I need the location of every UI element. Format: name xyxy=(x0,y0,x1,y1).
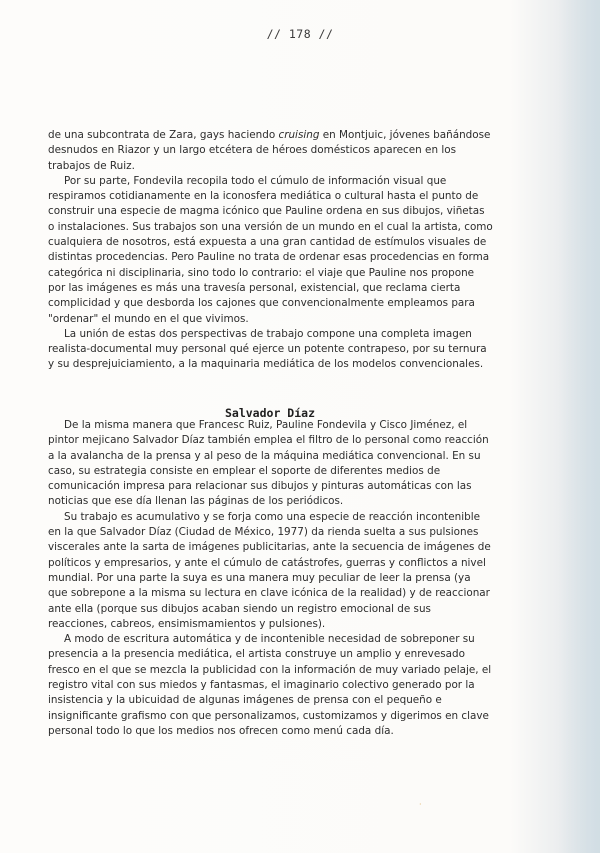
paragraph-continuation: de una subcontrata de Zara, gays haciendo cruising en Montjuic, jóvenes bañándose desnudos en Riazor y un largo etcétera de héroes domésticos aparecen en los trabajos de Ruiz. xyxy=(48,129,491,172)
section-text-block xyxy=(48,418,493,739)
section-heading: Salvador Díaz xyxy=(224,406,315,420)
page-edge-shadow xyxy=(558,0,600,853)
paragraph-diaz-intro: De la misma manera que Francesc Ruiz, Pauline Fondevila y Cisco Jiménez, el pintor mejicano Salvador Díaz también emplea el filtro de lo personal como reacción a la avalancha de la prensa y al peso de la máquina mediática convencional. En su caso, su estrategia consiste en emplear el soporte de diferentes medios de comunicación impresa para relacionar sus dibujos y pinturas automáticas con las noticias que ese día llenan las páginas de los periódicos. xyxy=(48,419,489,508)
page-number: // 178 // xyxy=(266,27,334,41)
italic-term: cruising xyxy=(278,129,320,141)
paragraph-diaz-work: Su trabajo es acumulativo y se forja como una especie de reacción incontenible en la que Salvador Díaz (Ciudad de México, 1977) da rienda suelta a sus pulsiones viscerales ante la sarta de imágenes publicitarias, ante la secuencia de imágenes de políticos y empresarios, y ante el cúmulo de catástrofes, guerras y conflictos a nivel mundial. Por una parte la suya es una manera muy peculiar de leer la prensa (ya que sobrepone a la misma su lectura en clave icónica de la realidad) y de reaccionar ante ella (porque sus dibujos acaban siendo un registro emocional de sus reacciones, cabreos, ensimismamientos y pulsiones). xyxy=(48,510,491,630)
body-text-block xyxy=(48,128,493,373)
paper-speck: · xyxy=(419,800,422,809)
paragraph-fondevila: Por su parte, Fondevila recopila todo el cúmulo de información visual que respiramos cotidianamente en la iconosfera mediática o cultural hasta el punto de construir una especie de magma icónico que Pauline ordena en sus dibujos, viñetas o instalaciones. Sus trabajos son una versión de un mundo en el cual la artista, como cualquiera de nosotros, está expuesta a una gran cantidad de estímulos visuales de distintas procedencias. Pero Pauline no trata de ordenar esas procedencias en forma categórica ni disciplinaria, sino todo lo contrario: el viaje que Pauline nos propone por las imágenes es más una travesía personal, existencial, que reclama cierta complicidad y que desborda los cajones que convencionalmente empleamos para "ordenar" el mundo en el que vivimos. xyxy=(48,174,493,325)
paragraph-diaz-automatic: A modo de escritura automática y de incontenible necesidad de sobreponer su presencia a la presencia mediática, el artista construye un amplio y enrevesado fresco en el que se mezcla la publicidad con la información de muy variado pelaje, el registro vital con sus miedos y fantasmas, el imaginario colectivo generado por la insistencia y la ubicuidad de algunas imágenes de prensa con el pequeño e insignificante grafismo con que personalizamos, customizamos y digerimos en clave personal todo lo que los medios nos ofrecen como menú cada día. xyxy=(48,633,492,737)
paragraph-union: La unión de estas dos perspectivas de trabajo compone una completa imagen realista-documental muy personal qué ejerce un potente contrapeso, por su ternura y su desprejuiciamiento, a la maquinaria mediática de los modelos convencionales. xyxy=(48,327,487,371)
